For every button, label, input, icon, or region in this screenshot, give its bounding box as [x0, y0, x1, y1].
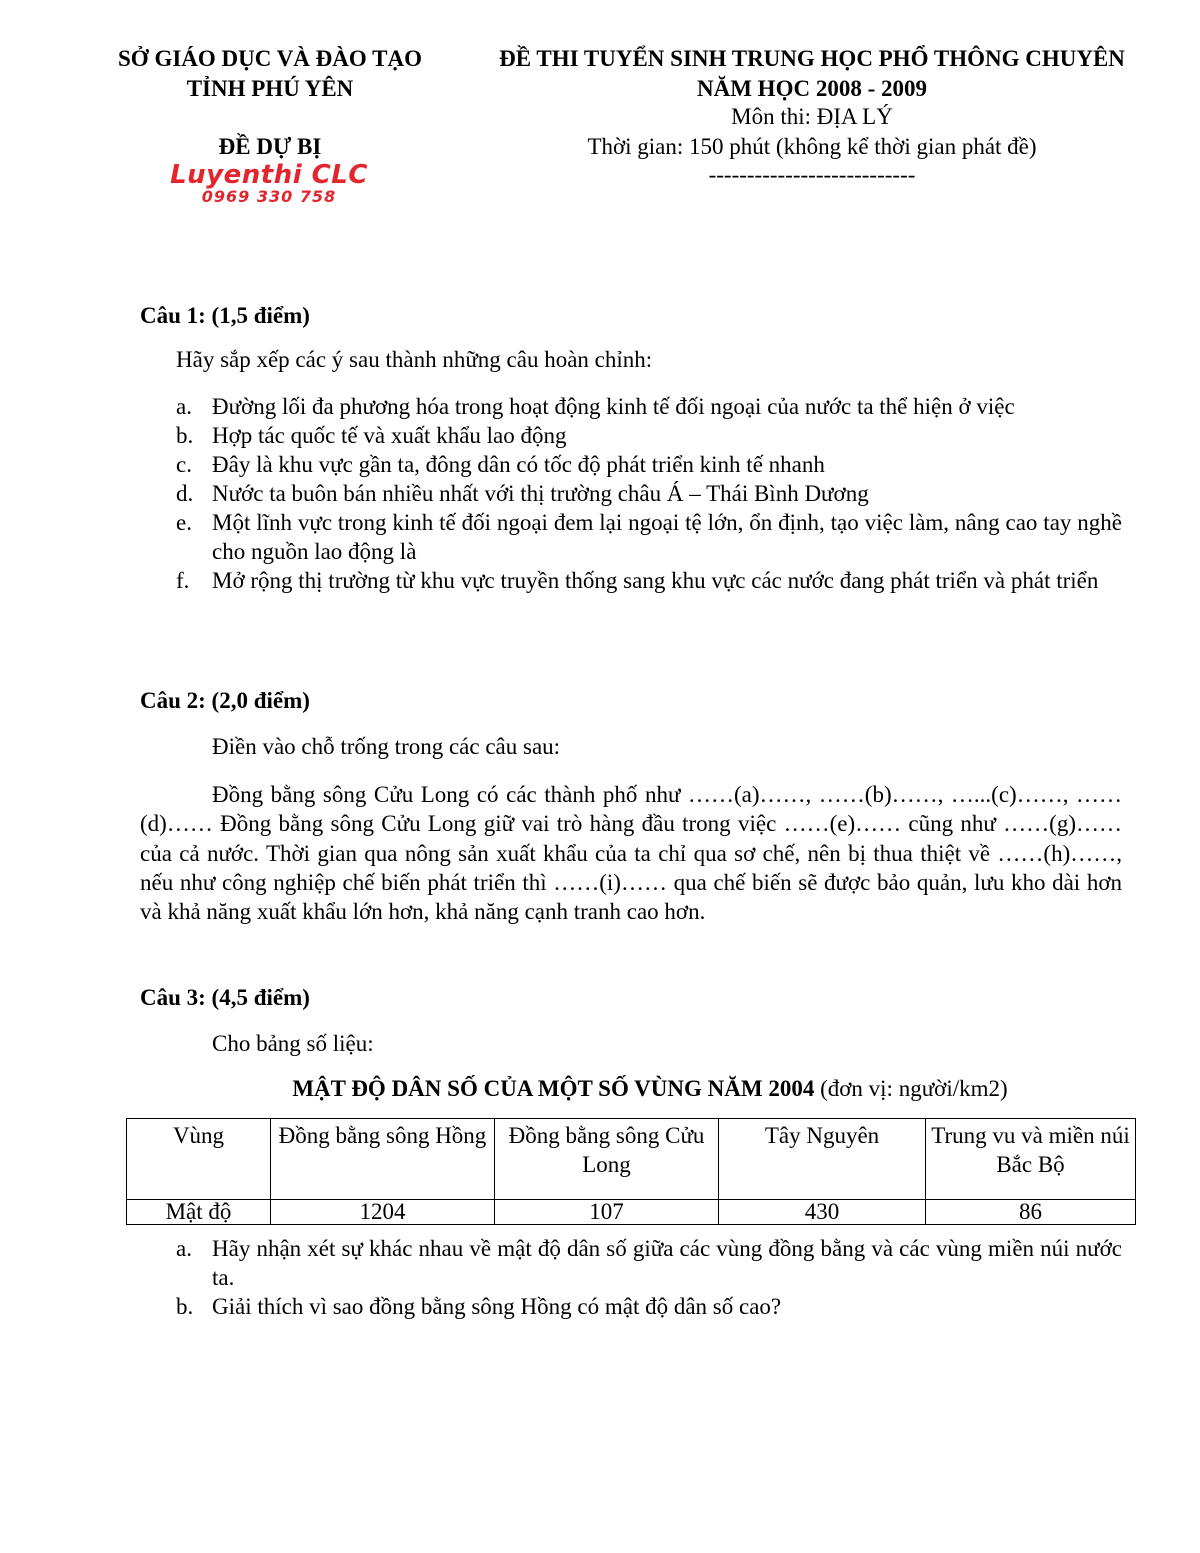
- list-item: f. Mở rộng thị trường từ khu vực truyền thống sang khu vực các nước đang phát triển và phát triển: [176, 568, 1099, 593]
- list-item: a. Hãy nhận xét sự khác nhau về mật độ dân số giữa các vùng đồng bằng và các vùng miền núi nước ta.: [176, 1236, 1122, 1290]
- q2-title: Câu 2: (2,0 điểm): [140, 688, 310, 713]
- q3-prompt: Cho bảng số liệu:: [212, 1031, 374, 1056]
- population-density-table: [126, 1118, 1136, 1225]
- table-header-cell: Vùng: [127, 1119, 271, 1200]
- table-header-cell: Đồng bằng sông Cửu Long: [495, 1119, 719, 1200]
- table-cell: 107: [495, 1200, 719, 1225]
- q2-paragraph: Đồng bằng sông Cửu Long có các thành phố như ……(a)……, ……(b)……, …...(c)……, ……(d)…… Đồng bằng sông Cửu Long giữ vai trò hàng đầu trong việc ……(e)…… cũng như ……(g)…… của cả nước. Thời gian qua nông sản xuất khẩu của ta chỉ qua sơ chế, nên bị thua thiệt về ……(h)……, nếu như công nghiệp chế biến phát triển thì ……(i)…… qua chế biến sẽ được bảo quản, lưu kho dài hơn và khả năng xuất khẩu lớn hơn, khả năng cạnh tranh cao hơn.: [140, 782, 1122, 925]
- table-title-main: MẬT ĐỘ DÂN SỐ CỦA MỘT SỐ VÙNG NĂM 2004: [292, 1076, 815, 1101]
- province-name: TỈNH PHÚ YÊN: [186, 76, 354, 101]
- exam-type-label: ĐỀ DỰ BỊ: [218, 134, 322, 159]
- q3-title: Câu 3: (4,5 điểm): [140, 985, 310, 1010]
- logo-brand-text: Luyenthi CLC: [170, 160, 368, 190]
- q1-title: Câu 1: (1,5 điểm): [140, 303, 310, 328]
- list-item: a. Đường lối đa phương hóa trong hoạt động kinh tế đối ngoại của nước ta thể hiện ở việc: [176, 394, 1015, 419]
- school-year: NĂM HỌC 2008 - 2009: [697, 76, 927, 101]
- department-name: SỞ GIÁO DỤC VÀ ĐÀO TẠO: [118, 46, 422, 71]
- table-title-unit: (đơn vị: người/km2): [814, 1076, 1008, 1101]
- table-cell: 430: [719, 1200, 926, 1225]
- table-cell: Mật độ: [127, 1200, 271, 1225]
- list-item: e. Một lĩnh vực trong kinh tế đối ngoại đem lại ngoại tệ lớn, ổn định, tạo việc làm, nâng cao tay nghề cho nguồn lao động là: [176, 510, 1122, 564]
- table-header-cell: Trung vu và miền núi Bắc Bộ: [926, 1119, 1136, 1200]
- exam-title: ĐỀ THI TUYỂN SINH TRUNG HỌC PHỔ THÔNG CHUYÊN: [499, 46, 1125, 71]
- q1-list: [176, 392, 1122, 595]
- q2-prompt: Điền vào chỗ trống trong các câu sau:: [212, 734, 561, 759]
- q1-prompt: Hãy sắp xếp các ý sau thành những câu hoàn chỉnh:: [176, 347, 653, 372]
- exam-duration: Thời gian: 150 phút (không kể thời gian phát đề): [587, 134, 1037, 159]
- list-item: d. Nước ta buôn bán nhiều nhất với thị trường châu Á – Thái Bình Dương: [176, 481, 869, 506]
- q3-list: [176, 1234, 1122, 1321]
- table-title: [140, 1076, 1160, 1102]
- table-row: [127, 1200, 1136, 1225]
- exam-subject: Môn thi: ĐỊA LÝ: [731, 104, 893, 129]
- table-header-cell: Tây Nguyên: [719, 1119, 926, 1200]
- list-item: b. Giải thích vì sao đồng bằng sông Hồng có mật độ dân số cao?: [176, 1294, 782, 1319]
- table-header-cell: Đồng bằng sông Hồng: [271, 1119, 495, 1200]
- table-cell: 86: [926, 1200, 1136, 1225]
- table-header-row: [127, 1119, 1136, 1200]
- list-item: b. Hợp tác quốc tế và xuất khẩu lao động: [176, 423, 567, 448]
- logo-phone-text: 0969 330 758: [201, 187, 337, 206]
- header-divider: ---------------------------: [708, 162, 916, 187]
- table-cell: 1204: [271, 1200, 495, 1225]
- list-item: c. Đây là khu vực gần ta, đông dân có tốc độ phát triển kinh tế nhanh: [176, 452, 825, 477]
- watermark-logo: [158, 160, 380, 206]
